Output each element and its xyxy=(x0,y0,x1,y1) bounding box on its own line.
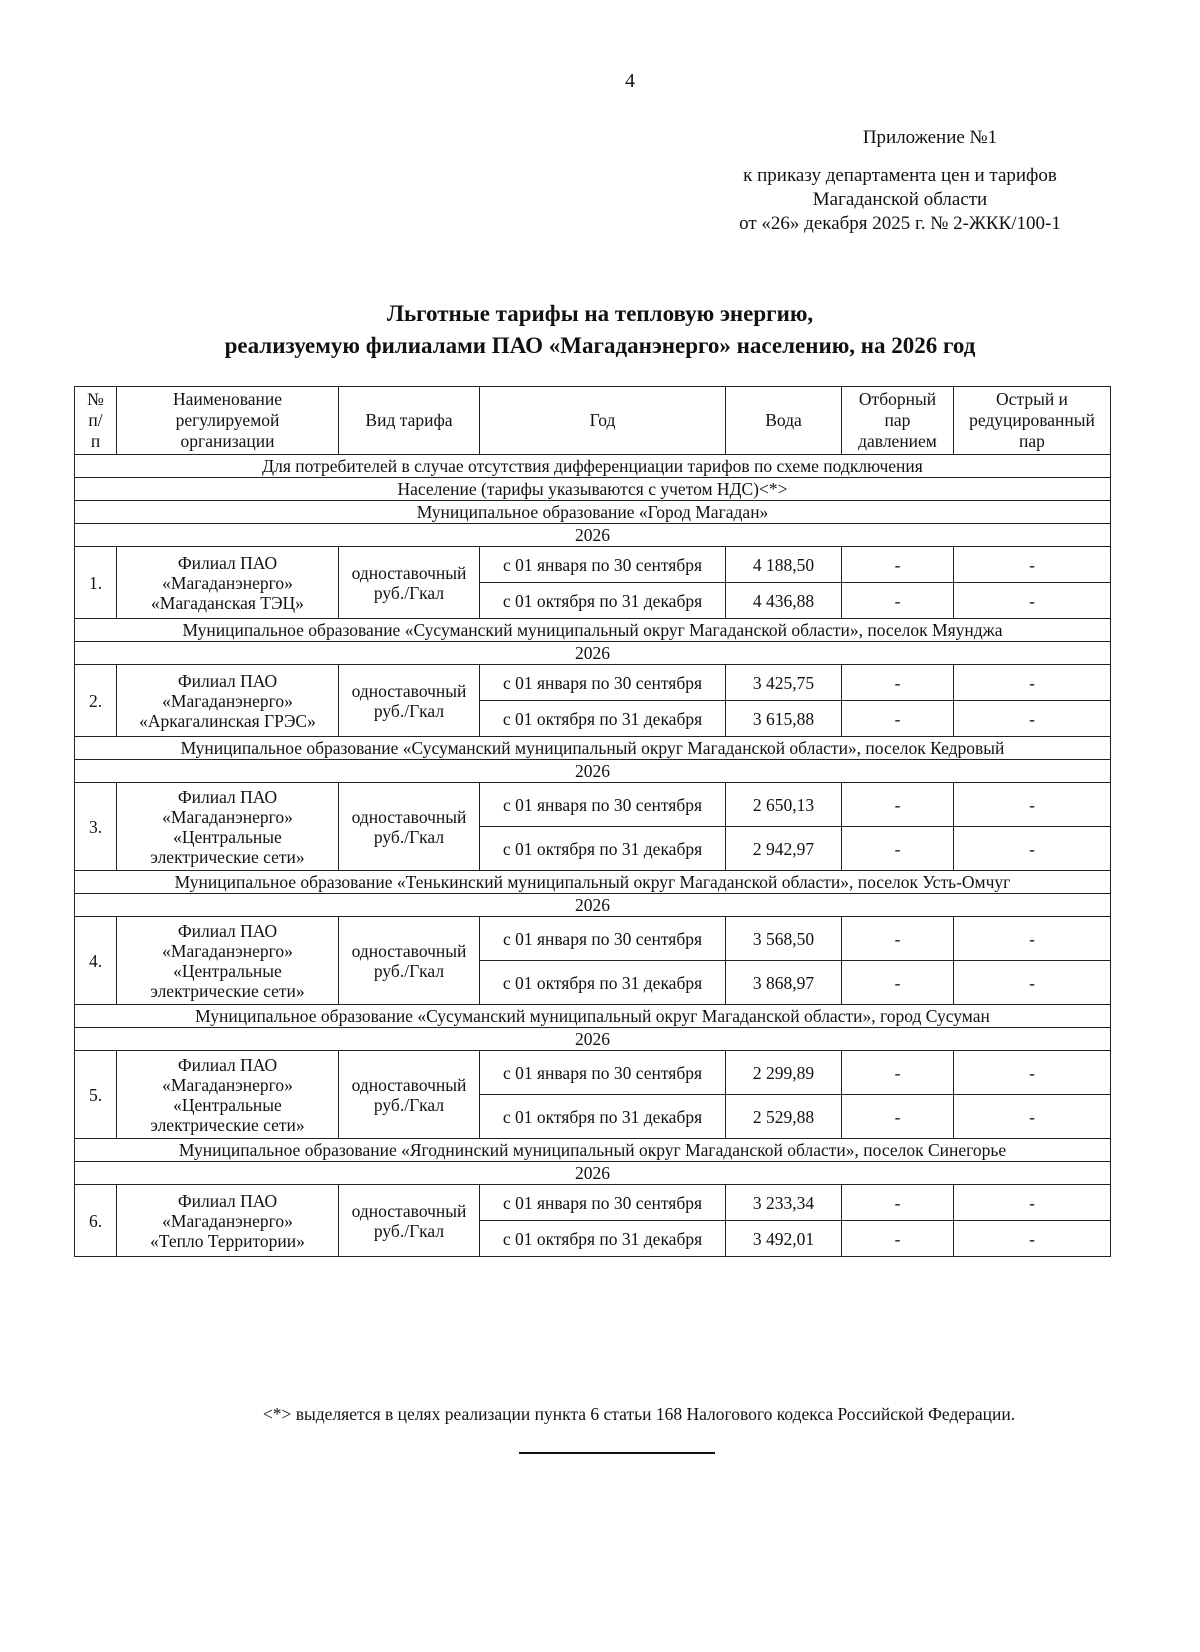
tariff-type-line: руб./Гкал xyxy=(373,1220,445,1241)
table-row xyxy=(75,547,1111,583)
period-label: с 01 октября по 31 декабря xyxy=(480,1095,726,1139)
municipality-row xyxy=(75,1139,1111,1162)
organization-line: «Тепло Территории» xyxy=(150,1230,305,1251)
organization-line: «Магаданэнерго» xyxy=(162,690,293,711)
water-tariff: 3 568,50 xyxy=(726,917,842,961)
tariff-type xyxy=(339,665,480,737)
header-year: Год xyxy=(480,387,726,455)
organization-name xyxy=(117,783,339,871)
municipality-row xyxy=(75,619,1111,642)
title-line: реализуемую филиалами ПАО «Магаданэнерго» населению, на 2026 год xyxy=(224,333,976,358)
document-title xyxy=(70,298,1130,362)
organization-name xyxy=(117,1051,339,1139)
header-tariff-type: Вид тарифа xyxy=(339,387,480,455)
steam-pressure-tariff: - xyxy=(842,783,954,827)
organization-line: Филиал ПАО xyxy=(177,920,278,941)
steam-pressure-tariff: - xyxy=(842,1051,954,1095)
water-tariff: 3 868,97 xyxy=(726,961,842,1005)
municipality-row xyxy=(75,871,1111,894)
organization-name xyxy=(117,917,339,1005)
municipality-row xyxy=(75,1005,1111,1028)
organization-line: «Аркагалинская ГРЭС» xyxy=(139,710,316,731)
table-row xyxy=(75,665,1111,701)
period-label: с 01 октября по 31 декабря xyxy=(480,583,726,619)
tariff-table xyxy=(74,386,1111,1257)
organization-line: электрические сети» xyxy=(150,980,305,1001)
municipality-name: Муниципальное образование «Сусуманский муниципальный округ Магаданской области», город Сусуман xyxy=(75,1005,1111,1028)
organization-line: электрические сети» xyxy=(150,846,305,867)
year-label: 2026 xyxy=(75,524,1111,547)
caption-row xyxy=(75,478,1111,501)
year-label: 2026 xyxy=(75,1028,1111,1051)
water-tariff: 4 436,88 xyxy=(726,583,842,619)
steam-pressure-tariff: - xyxy=(842,827,954,871)
year-row xyxy=(75,642,1111,665)
table-row xyxy=(75,917,1111,961)
organization-name xyxy=(117,1185,339,1257)
water-tariff: 3 492,01 xyxy=(726,1221,842,1257)
row-number: 6. xyxy=(75,1185,117,1257)
tariff-type-line: руб./Гкал xyxy=(373,582,445,603)
steam-pressure-tariff: - xyxy=(842,665,954,701)
steam-reduced-tariff: - xyxy=(954,1095,1111,1139)
steam-reduced-tariff: - xyxy=(954,1221,1111,1257)
tariff-type-line: руб./Гкал xyxy=(373,960,445,981)
steam-pressure-tariff: - xyxy=(842,1185,954,1221)
steam-reduced-tariff: - xyxy=(954,583,1111,619)
tariff-type xyxy=(339,1051,480,1139)
municipality-name: Муниципальное образование «Ягоднинский муниципальный округ Магаданской области», поселок Синегорье xyxy=(75,1139,1111,1162)
caption-consumers: Для потребителей в случае отсутствия дифференциации тарифов по схеме подключения xyxy=(75,455,1111,478)
steam-reduced-tariff: - xyxy=(954,1185,1111,1221)
table-row xyxy=(75,1185,1111,1221)
steam-reduced-tariff: - xyxy=(954,917,1111,961)
organization-name xyxy=(117,547,339,619)
steam-reduced-tariff: - xyxy=(954,701,1111,737)
period-label: с 01 октября по 31 декабря xyxy=(480,827,726,871)
organization-line: «Центральные xyxy=(173,826,282,847)
organization-line: Филиал ПАО xyxy=(177,786,278,807)
organization-name xyxy=(117,665,339,737)
tariff-type-line: руб./Гкал xyxy=(373,1094,445,1115)
steam-pressure-tariff: - xyxy=(842,1095,954,1139)
water-tariff: 4 188,50 xyxy=(726,547,842,583)
appendix-title: Приложение №1 xyxy=(862,127,998,148)
year-label: 2026 xyxy=(75,642,1111,665)
steam-pressure-tariff: - xyxy=(842,961,954,1005)
appendix-line: Магаданской области xyxy=(812,189,988,210)
table-row xyxy=(75,1051,1111,1095)
table-header-row xyxy=(75,387,1111,455)
period-label: с 01 января по 30 сентября xyxy=(480,1051,726,1095)
appendix-line: к приказу департамента цен и тарифов xyxy=(743,165,1057,186)
year-row xyxy=(75,524,1111,547)
steam-pressure-tariff: - xyxy=(842,701,954,737)
steam-pressure-tariff: - xyxy=(842,917,954,961)
tariff-type-line: одноставочный xyxy=(351,680,467,701)
water-tariff: 3 615,88 xyxy=(726,701,842,737)
caption-population: Население (тарифы указываются с учетом НДС)<*> xyxy=(75,478,1111,501)
water-tariff: 2 942,97 xyxy=(726,827,842,871)
table-row xyxy=(75,783,1111,827)
water-tariff: 3 233,34 xyxy=(726,1185,842,1221)
year-label: 2026 xyxy=(75,1162,1111,1185)
header-num: № п/ п xyxy=(75,387,117,455)
organization-line: «Магаданэнерго» xyxy=(162,572,293,593)
organization-line: «Центральные xyxy=(173,1094,282,1115)
tariff-type-line: одноставочный xyxy=(351,1074,467,1095)
water-tariff: 2 299,89 xyxy=(726,1051,842,1095)
organization-line: «Магаданэнерго» xyxy=(162,1210,293,1231)
appendix-block xyxy=(700,126,1100,236)
organization-line: «Магаданэнерго» xyxy=(162,806,293,827)
steam-pressure-tariff: - xyxy=(842,583,954,619)
steam-reduced-tariff: - xyxy=(954,1051,1111,1095)
steam-reduced-tariff: - xyxy=(954,961,1111,1005)
period-label: с 01 января по 30 сентября xyxy=(480,665,726,701)
period-label: с 01 января по 30 сентября xyxy=(480,547,726,583)
municipality-name: Муниципальное образование «Сусуманский муниципальный округ Магаданской области», поселок Кедровый xyxy=(75,737,1111,760)
appendix-line: от «26» декабря 2025 г. № 2-ЖКК/100-1 xyxy=(739,213,1061,234)
municipality-row xyxy=(75,737,1111,760)
year-row xyxy=(75,894,1111,917)
period-label: с 01 октября по 31 декабря xyxy=(480,1221,726,1257)
municipality-name: Муниципальное образование «Город Магадан» xyxy=(75,501,1111,524)
organization-line: «Центральные xyxy=(173,960,282,981)
tariff-type xyxy=(339,917,480,1005)
steam-reduced-tariff: - xyxy=(954,665,1111,701)
period-label: с 01 января по 30 сентября xyxy=(480,783,726,827)
water-tariff: 2 650,13 xyxy=(726,783,842,827)
period-label: с 01 января по 30 сентября xyxy=(480,917,726,961)
row-number: 4. xyxy=(75,917,117,1005)
municipality-row xyxy=(75,501,1111,524)
year-label: 2026 xyxy=(75,894,1111,917)
row-number: 3. xyxy=(75,783,117,871)
organization-line: Филиал ПАО xyxy=(177,1054,278,1075)
tariff-type xyxy=(339,547,480,619)
tariff-type-line: руб./Гкал xyxy=(373,700,445,721)
tariff-type-line: одноставочный xyxy=(351,1200,467,1221)
row-number: 2. xyxy=(75,665,117,737)
steam-reduced-tariff: - xyxy=(954,827,1111,871)
year-row xyxy=(75,1028,1111,1051)
footnote: <*> выделяется в целях реализации пункта 6 статьи 168 Налогового кодекса Российской Федерации. xyxy=(262,1404,1016,1424)
organization-line: Филиал ПАО xyxy=(177,552,278,573)
header-steam-pressure: Отборный пар давлением xyxy=(842,387,954,455)
header-org: Наименование регулируемой организации xyxy=(117,387,339,455)
tariff-type-line: руб./Гкал xyxy=(373,826,445,847)
period-label: с 01 октября по 31 декабря xyxy=(480,961,726,1005)
tariff-type-line: одноставочный xyxy=(351,806,467,827)
water-tariff: 3 425,75 xyxy=(726,665,842,701)
tariff-type xyxy=(339,783,480,871)
organization-line: Филиал ПАО xyxy=(177,1190,278,1211)
steam-reduced-tariff: - xyxy=(954,783,1111,827)
header-water: Вода xyxy=(726,387,842,455)
organization-line: «Магаданская ТЭЦ» xyxy=(151,592,304,613)
period-label: с 01 октября по 31 декабря xyxy=(480,701,726,737)
separator-line xyxy=(519,1452,715,1454)
year-label: 2026 xyxy=(75,760,1111,783)
organization-line: электрические сети» xyxy=(150,1114,305,1135)
tariff-type-line: одноставочный xyxy=(351,940,467,961)
period-label: с 01 января по 30 сентября xyxy=(480,1185,726,1221)
row-number: 1. xyxy=(75,547,117,619)
title-line: Льготные тарифы на тепловую энергию, xyxy=(386,301,814,326)
steam-pressure-tariff: - xyxy=(842,1221,954,1257)
year-row xyxy=(75,760,1111,783)
tariff-type-line: одноставочный xyxy=(351,562,467,583)
page-number: 4 xyxy=(625,70,635,92)
caption-row xyxy=(75,455,1111,478)
steam-reduced-tariff: - xyxy=(954,547,1111,583)
municipality-name: Муниципальное образование «Тенькинский муниципальный округ Магаданской области», поселок Усть-Омчуг xyxy=(75,871,1111,894)
organization-line: «Магаданэнерго» xyxy=(162,940,293,961)
organization-line: Филиал ПАО xyxy=(177,670,278,691)
municipality-name: Муниципальное образование «Сусуманский муниципальный округ Магаданской области», поселок Мяунджа xyxy=(75,619,1111,642)
organization-line: «Магаданэнерго» xyxy=(162,1074,293,1095)
year-row xyxy=(75,1162,1111,1185)
steam-pressure-tariff: - xyxy=(842,547,954,583)
row-number: 5. xyxy=(75,1051,117,1139)
header-steam-reduced: Острый и редуцированный пар xyxy=(954,387,1111,455)
tariff-type xyxy=(339,1185,480,1257)
water-tariff: 2 529,88 xyxy=(726,1095,842,1139)
